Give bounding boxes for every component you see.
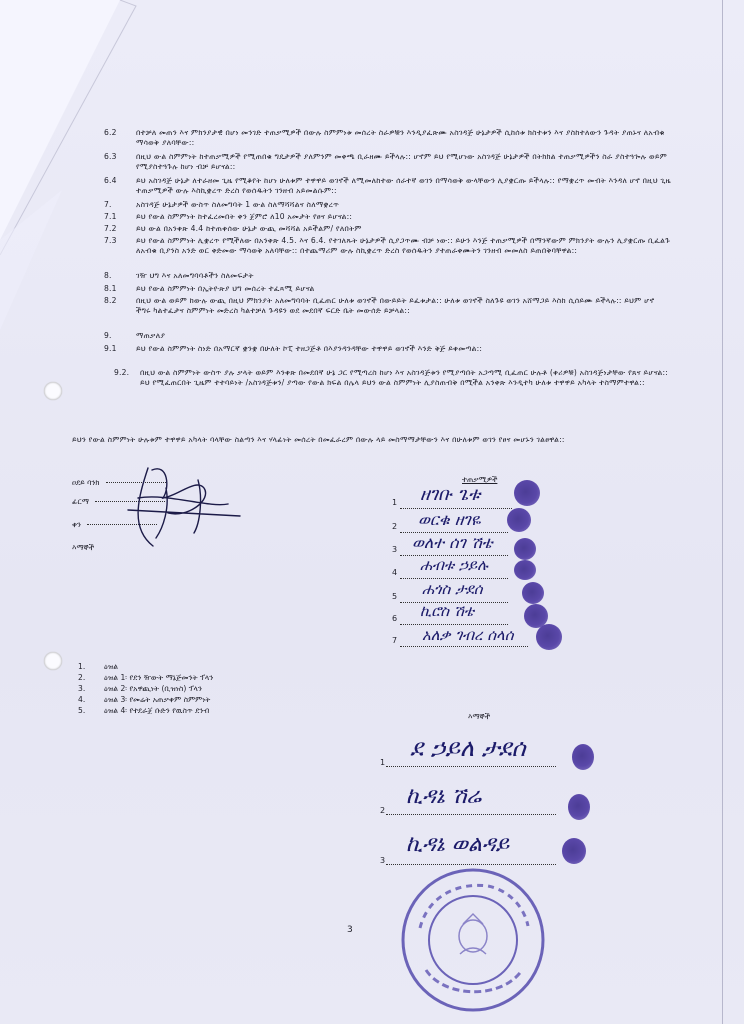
witnesses-list xyxy=(380,730,610,870)
section-text: በዚህ ውል ወይም ከውሉ ውጪ በዚህ ምክንያት አለመግባባት ቢፈጠር ሁለቱ ወገኖች በውይይት ይፈቱታል:: ሁለቱ ወገኖች ስለጉዩ ወገን አሸማጋይ እስከ ሲሰይሙ ይችላሉ:: ይህም ሆኖ ችግሩ ካልተፈታና ስምምነት መድረስ ካልተቻለ ጉዳዩን ወደ መደበኛ ፍርድ ቤት መውሰድ ይቻላል:: xyxy=(136,296,655,315)
annex-item xyxy=(78,705,213,716)
section-text: ይህ የውል ስምምነት በኢትዮጵያ ህግ መሰረት ተፈጻሚ ይሆናል xyxy=(136,284,315,293)
beneficiary-number: 2 xyxy=(392,522,398,531)
section-number: 9.2. xyxy=(114,368,130,377)
date-label-text: ቀን xyxy=(72,520,81,529)
thumbprint xyxy=(514,480,540,506)
beneficiaries-title: ተጠቃሚዎች xyxy=(462,475,498,484)
beneficiary-name: ወርቁ ዘገዬ xyxy=(418,510,481,529)
official-stamp xyxy=(398,866,548,1014)
thumbprint xyxy=(514,560,536,580)
section-text: በተቻለ መጠን እና ምክንያታዊ በሆነ መንገድ ተጠቃሚዎች በውሉ ስምምነቱ መሰረት ስራዎቹን እንዲያፈጽሙ አስገዳጅ ሁኔታዎች ሲከሰቱ ክስተቱን እና ያስከተለውን ጉዳት ያጠኑና ለአብቁ ማሳወቅ ያለባቸው:: xyxy=(136,128,665,147)
page-number: 3 xyxy=(347,925,353,935)
annex-number: 1. xyxy=(78,662,86,671)
beneficiary-name: ዘገቡ ጌቱ xyxy=(420,484,481,505)
handwritten-signature xyxy=(108,458,248,550)
section-number: 6.4 xyxy=(104,176,117,185)
witness-name: ኪዳኔ ወልዳይ xyxy=(406,832,510,857)
thumbprint xyxy=(507,508,531,532)
thumbprint xyxy=(572,744,594,770)
section-number: 6.2 xyxy=(104,128,117,137)
thumbprint xyxy=(514,538,536,560)
beneficiaries-list xyxy=(392,486,572,656)
section-text: ይህ የውል ስምምነት ሊቋረጥ የሚችለው በአንቀጽ 4.5. እና 6.4. የተገለጹት ሁኔታዎች ሲያጋጥሙ ብቻ ነው:: ይሁን እንጅ ተጠቃሚዎች በማንኛውም ምክንያት ውሉን ሊያቋርጡ ቢፈልጉ ለአብቁ ቢያንስ አንድ ወር ቀድመው ማሳወቅ አለባቸው:: በተጨማሪም ውሉ ስኪቋረጥ ድረስ የወሰዱትን ያተጠራቀሙትን ገንዘብ መመለስ ይጠበቅባቸዋል:: xyxy=(136,236,671,255)
annex-item xyxy=(78,683,213,694)
witness-label: እማኞች xyxy=(72,543,95,552)
section-heading: ገዥ ህግ እና አለመግባባቶችን ስለመፍታት xyxy=(136,271,254,280)
party-label-text: ዐደይ ባንክ xyxy=(72,478,100,487)
punch-hole xyxy=(44,652,62,670)
beneficiary-line xyxy=(400,578,508,579)
annex-list xyxy=(78,661,213,716)
annex-number: 3. xyxy=(78,684,86,693)
beneficiary-line xyxy=(400,624,508,625)
annex-text: ዕዝል 3፡ የመሬት አጠቃቀም ስምምነት xyxy=(104,695,211,704)
beneficiary-name: ሐብቱ ኃይሉ xyxy=(420,556,488,574)
beneficiary-number: 5 xyxy=(392,592,398,601)
section-text: ይህ ውል በአንቀጽ 4.4 ከተጠቀሰው ሁኔታ ውጪ መሻሻል አይችልም/ የለበትም xyxy=(136,224,362,233)
section-text: በዚህ ውል ስምምነት ውስጥ ያሉ ቃላት ወይም እንቀጽ በመደበኛ ሁኔ ጋር የሚጣረስ ከሆነ እና አስገዳጅቱን የሚያጣበት አጋጣሚ ቢፈጠር ሁሉቶ (ቀሪዎቹ) አስገዳጅነታቸው የጸና ይሆናል:: ይህ የሚፈጠርበት ጊዜም ተተባይነት /አስገዳጅቱን/ ያጣው የውል ክፍል በሌላ ይህን ውል ስምምነት ሊያስጠብቅ በሚችል አንቀጽ እንዲተካ ሁለቱ ተዋዋይ አካላት ተስማምተዋል:: xyxy=(140,368,669,387)
witness-number: 1 xyxy=(380,758,386,767)
section-number: 9. xyxy=(104,331,112,340)
beneficiary-name: ወለተ ሰገ ሽቴ xyxy=(412,533,493,552)
section-number: 7.2 xyxy=(104,224,117,233)
punch-hole xyxy=(44,382,62,400)
page-edge xyxy=(722,0,723,1024)
witness-line xyxy=(386,814,556,815)
annex-number: 2. xyxy=(78,673,86,682)
thumbprint xyxy=(536,624,562,650)
beneficiary-number: 6 xyxy=(392,614,398,623)
beneficiary-name: ሐጎስ ታደሰ xyxy=(422,580,483,598)
witness-line xyxy=(386,766,556,767)
beneficiary-name: ኪሮስ ሽቴ xyxy=(420,602,475,620)
annex-text: ዕዝል 4፡ የተደራጀ ቡድን የዉስጥ ደንብ xyxy=(104,706,210,715)
section-text: በዚህ ውል ስምምነት ከተጠቃሚዎች የሚጠበቁ ግዴታዎች ያለምንም መቀጫ ቢራዘሙ ይችላሉ:: ሆኖም ይህ የሚሆነው አስገዳጅ ሁኔታዎች በትክክል ተጠቃሚዎችን ስራ ያስተጓጐሉ ወይም የሚያስተጓጉሉ ከሆነ ብቻ ይሆናል:: xyxy=(136,152,667,171)
beneficiary-line xyxy=(400,646,528,647)
thumbprint xyxy=(522,582,544,604)
section-number: 7.3 xyxy=(104,236,117,245)
section-number: 8.2 xyxy=(104,296,117,305)
witness-name: ኪዳኔ ሽሬ xyxy=(406,784,482,809)
annex-text: ዕዝል 2፡ የአዋጪነት (ቢዝነስ) ፕላን xyxy=(104,684,202,693)
annex-text: ዕዝል xyxy=(104,662,119,671)
annex-text: ዕዝል 1፡ የደን ዥውት ማኔጅመንት ፕላን xyxy=(104,673,214,682)
beneficiary-line xyxy=(400,508,512,509)
thumbprint xyxy=(562,838,586,864)
witness-line xyxy=(386,864,556,865)
beneficiary-number: 3 xyxy=(392,545,398,554)
annex-number: 5. xyxy=(78,706,86,715)
section-number: 8.1 xyxy=(104,284,117,293)
beneficiary-number: 7 xyxy=(392,636,398,645)
section-text: ይህ የውል ስምምነት ስነድ በአማርኛ ቋንቋ በሁለት ኮፒ ተዘጋጅቶ በእያንዳንዳቸው ተዋዋይ ወገኖች እንድ ቅጅ ይቀመጣል:: xyxy=(136,344,483,353)
section-heading: አስገዳጅ ሁኔታዎች ውስጥ ስለመግባት 1 ውል ስለማሻሻልና ስለማቋረጥ xyxy=(136,200,340,209)
witness-name: ደ ኃይለ ታደሰ xyxy=(410,734,526,762)
annex-number: 4. xyxy=(78,695,86,704)
thumbprint xyxy=(568,794,590,820)
closing-text: ይህን የውል ስምምነት ሁሉቱም ተዋዋይ አካላት ባላቸው ስልጣን እና ሃላፊነት መሰረት በመፈራረም በውሉ ላይ መስማማታቸውን እና በሁለቱም ወገን የፀና መሆኑን ገልፀዋል:: xyxy=(72,435,565,444)
witness-number: 3 xyxy=(380,856,386,865)
annex-item xyxy=(78,672,213,683)
annex-item xyxy=(78,694,213,705)
section-number: 9.1 xyxy=(104,344,117,353)
section-text: ይህ አስገዳጅ ሁኔታ ለተራዘመ ጊዜ የሚቆየት ከሆነ ሁለቱም ተዋዋይ ወገኖች ለሚመለከተው ሰራተኛ ወገን በማሳወቅ ውላቸውን ሊያቋርጡ ይችላሉ:: የማቋረጥ መብት እንዳለ ሆኖ በዚህ ጊዜ ተጠቃሚዎች ውሉ እስኪቋረጥ ድረስ የወሰዱትን ገንዘብ አይመልሱም:: xyxy=(136,176,671,195)
section-number: 6.3 xyxy=(104,152,117,161)
annex-item xyxy=(78,661,213,672)
section-number: 7. xyxy=(104,200,112,209)
section-number: 7.1 xyxy=(104,212,117,221)
beneficiary-number: 1 xyxy=(392,498,398,507)
section-heading: ማጠቃለያ xyxy=(136,331,166,340)
sign-label-text: ፊርማ xyxy=(72,497,89,506)
witnesses-title: እማኞች xyxy=(468,712,491,721)
beneficiary-number: 4 xyxy=(392,568,398,577)
section-number: 8. xyxy=(104,271,112,280)
beneficiary-name: አለቃ ገብረ ሰላሰ xyxy=(422,626,514,644)
witness-number: 2 xyxy=(380,806,386,815)
section-text: ይህ የውል ስምምነት ከተፈረመበት ቀን ጀምሮ ለ10 አመታት የፀና ይሆናል:: xyxy=(136,212,353,221)
